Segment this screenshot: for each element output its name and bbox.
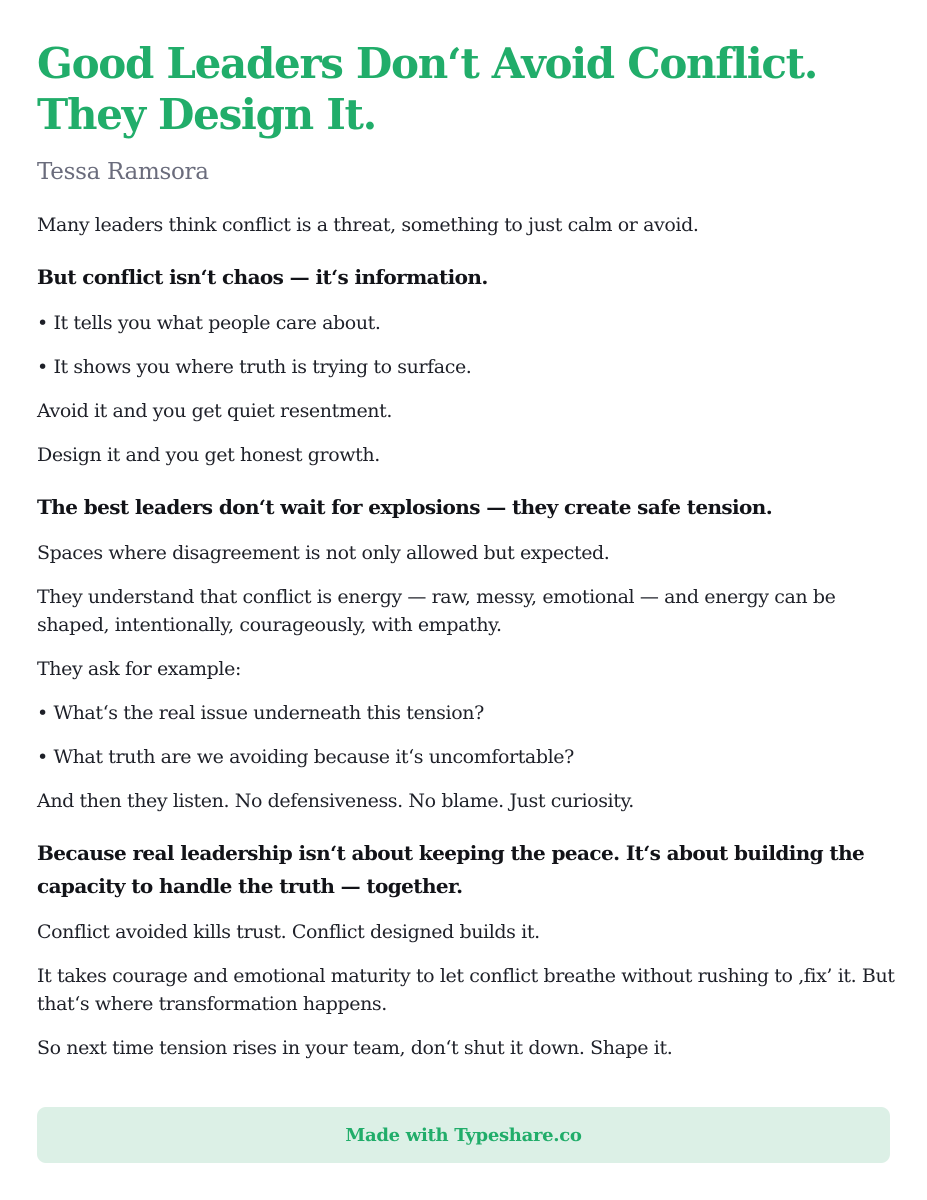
heading-safe-tension: The best leaders don‘t wait for explosions — they create safe tension.	[37, 495, 773, 519]
paragraph: Design it and you get honest growth.	[37, 444, 380, 466]
typeshare-footer-banner[interactable]	[37, 1107, 890, 1163]
paragraph-closing: So next time tension rises in your team, don‘t shut it down. Shape it.	[37, 1037, 673, 1059]
paragraph: It takes courage and emotional maturity to let conflict breathe without rushing to ‚fix’ it. But that‘s where transformation happens.	[37, 965, 895, 1015]
paragraph: Avoid it and you get quiet resentment.	[37, 400, 393, 422]
post-title: Good Leaders Don‘t Avoid Conflict. They Design It.	[37, 39, 818, 139]
bullet-item: • It tells you what people care about.	[37, 312, 381, 334]
paragraph: They ask for example:	[37, 658, 241, 680]
post-body	[37, 211, 897, 1078]
heading-conflict-information: But conflict isn‘t chaos — it‘s information.	[37, 265, 488, 289]
heading-real-leadership: Because real leadership isn‘t about keeping the peace. It‘s about building the capacity to handle the truth — together.	[37, 841, 865, 898]
bullet-item: • It shows you where truth is trying to surface.	[37, 356, 472, 378]
author-name: Tessa Ramsora	[37, 159, 209, 185]
paragraph: And then they listen. No defensiveness. No blame. Just curiosity.	[37, 790, 634, 812]
bullet-item: • What‘s the real issue underneath this tension?	[37, 702, 484, 724]
paragraph: They understand that conflict is energy — raw, messy, emotional — and energy can be shaped, intentionally, courageously, with empathy.	[37, 586, 836, 636]
paragraph: Spaces where disagreement is not only allowed but expected.	[37, 542, 610, 564]
paragraph-intro: Many leaders think conflict is a threat, something to just calm or avoid.	[37, 214, 699, 236]
bullet-item: • What truth are we avoiding because it‘s uncomfortable?	[37, 746, 574, 768]
footer-label: Made with Typeshare.co	[345, 1124, 582, 1146]
paragraph: Conflict avoided kills trust. Conflict designed builds it.	[37, 921, 540, 943]
